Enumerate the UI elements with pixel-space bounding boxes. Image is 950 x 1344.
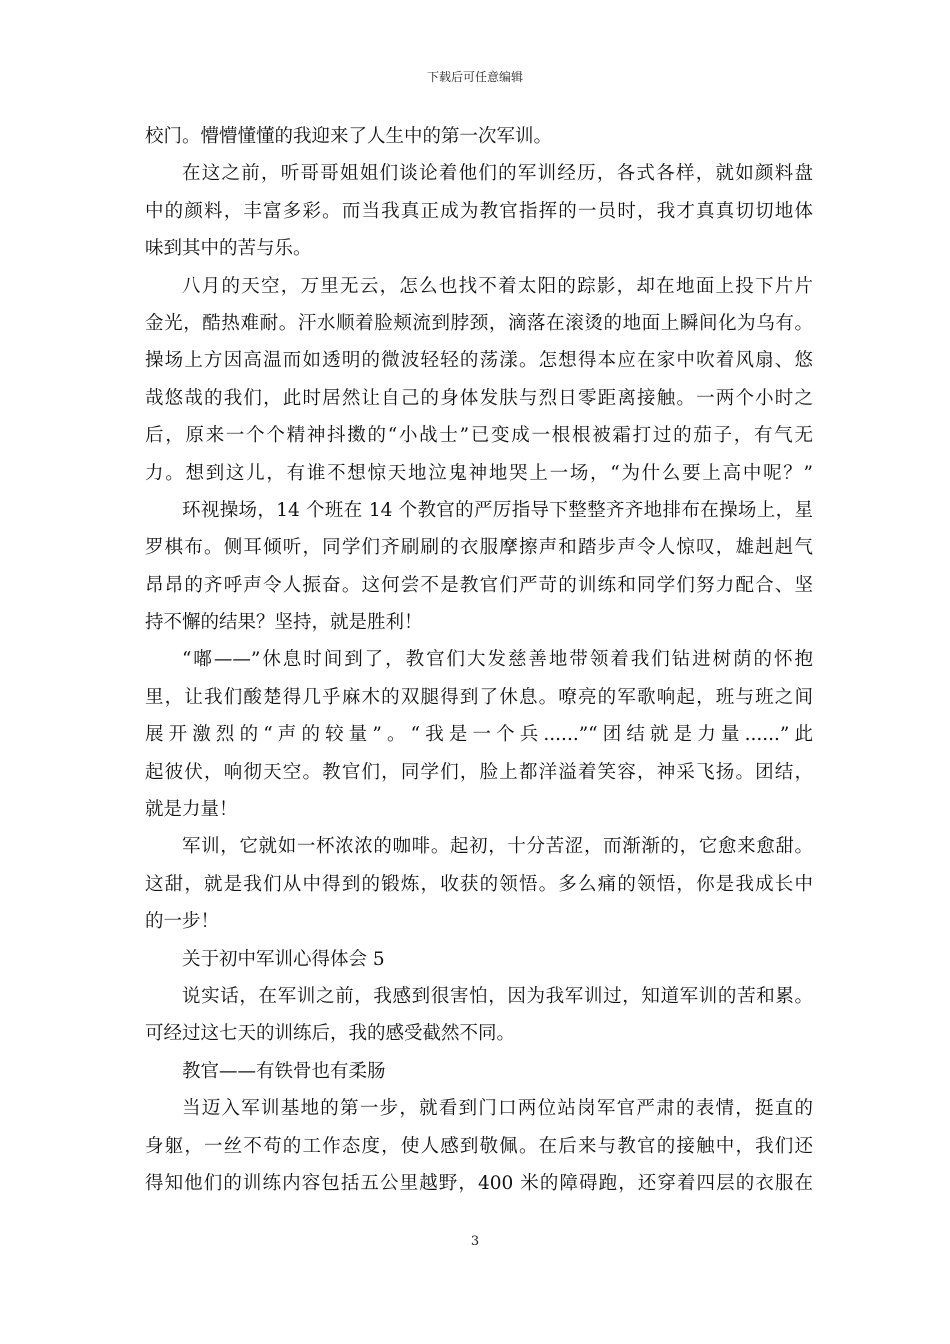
- text-line: 中的颜料，丰富多彩。而当我真正成为教官指挥的一员时，我才真真切切地体: [145, 200, 813, 222]
- text-line: 罗棋布。侧耳倾听，同学们齐刷刷的衣服摩擦声和踏步声令人惊叹，雄赳赳气: [145, 537, 813, 559]
- text-line: 当迈入军训基地的第一步，就看到门口两位站岗军官严肃的表情，挺直的: [182, 1098, 813, 1120]
- text-line: 里，让我们酸楚得几乎麻木的双腿得到了休息。嘹亮的军歌响起，班与班之间: [145, 686, 813, 708]
- text-line: 昂昂的齐呼声令人振奋。这何尝不是教官们严苛的训练和同学们努力配合、坚: [145, 574, 813, 596]
- text-line: 的一步！: [145, 911, 220, 933]
- page-header: 下载后可任意编辑: [426, 70, 523, 84]
- text-line: 说实话，在军训之前，我感到很害怕，因为我军训过，知道军训的苦和累。: [182, 985, 813, 1007]
- text-line: 力。想到这儿，有谁不想惊天地泣鬼神地哭上一场，“为什么要上高中呢？”: [145, 462, 813, 484]
- text-line: 校门。懵懵懂懂的我迎来了人生中的第一次军训。: [145, 126, 553, 147]
- text-line: 味到其中的苦与乐。: [145, 238, 312, 260]
- text-line: 教官——有铁骨也有柔肠: [182, 1060, 386, 1082]
- text-line: 起彼伏，响彻天空。教官们，同学们，脸上都洋溢着笑容，神采飞扬。团结，: [145, 761, 813, 783]
- text-line: 持不懈的结果？坚持，就是胜利！: [145, 612, 423, 634]
- text-line: 哉悠哉的我们，此时居然让自己的身体发肤与烈日零距离接触。一两个小时之: [145, 387, 813, 409]
- text-line: 军训，它就如一杯浓浓的咖啡。起初，十分苦涩，而渐渐的，它愈来愈甜。: [182, 836, 813, 858]
- page-number: 3: [470, 1234, 480, 1249]
- text-line: 操场上方因高温而如透明的微波轻轻的荡漾。怎想得本应在家中吹着风扇、悠: [145, 350, 813, 372]
- text-line: 就是力量！: [145, 799, 238, 821]
- text-line: 得知他们的训练内容包括五公里越野，400 米的障碍跑，还穿着四层的衣服在: [145, 1172, 813, 1194]
- text-line: “嘟——”休息时间到了，教官们大发慈善地带领着我们钻进树荫的怀抱: [182, 649, 813, 671]
- text-line: 金光，酷热难耐。汗水顺着脸颊流到脖颈，滴落在滚烫的地面上瞬间化为乌有。: [145, 312, 813, 334]
- text-line: 八月的天空，万里无云，怎么也找不着太阳的踪影，却在地面上投下片片: [182, 275, 813, 297]
- text-line: 后，原来一个个精神抖擞的“小战士”已变成一根根被霜打过的茄子，有气无: [145, 425, 813, 447]
- text-line: 在这之前，听哥哥姐姐们谈论着他们的军训经历，各式各样，就如颜料盘: [182, 163, 813, 185]
- text-line: 可经过这七天的训练后，我的感受截然不同。: [145, 1023, 516, 1045]
- document-body: [145, 118, 813, 1202]
- text-line: 环视操场，14 个班在 14 个教官的严厉指导下整整齐齐地排布在操场上，星: [182, 499, 813, 521]
- text-line: 这甜，就是我们从中得到的锻炼，收获的领悟。多么痛的领悟，你是我成长中: [145, 873, 813, 895]
- text-line: 关于初中军训心得体会 5: [182, 948, 385, 970]
- text-line: 展开激烈的“声的较量”。“我是一个兵......”“团结就是力量......”此: [145, 724, 813, 746]
- text-line: 身躯，一丝不苟的工作态度，使人感到敬佩。在后来与教官的接触中，我们还: [145, 1135, 813, 1157]
